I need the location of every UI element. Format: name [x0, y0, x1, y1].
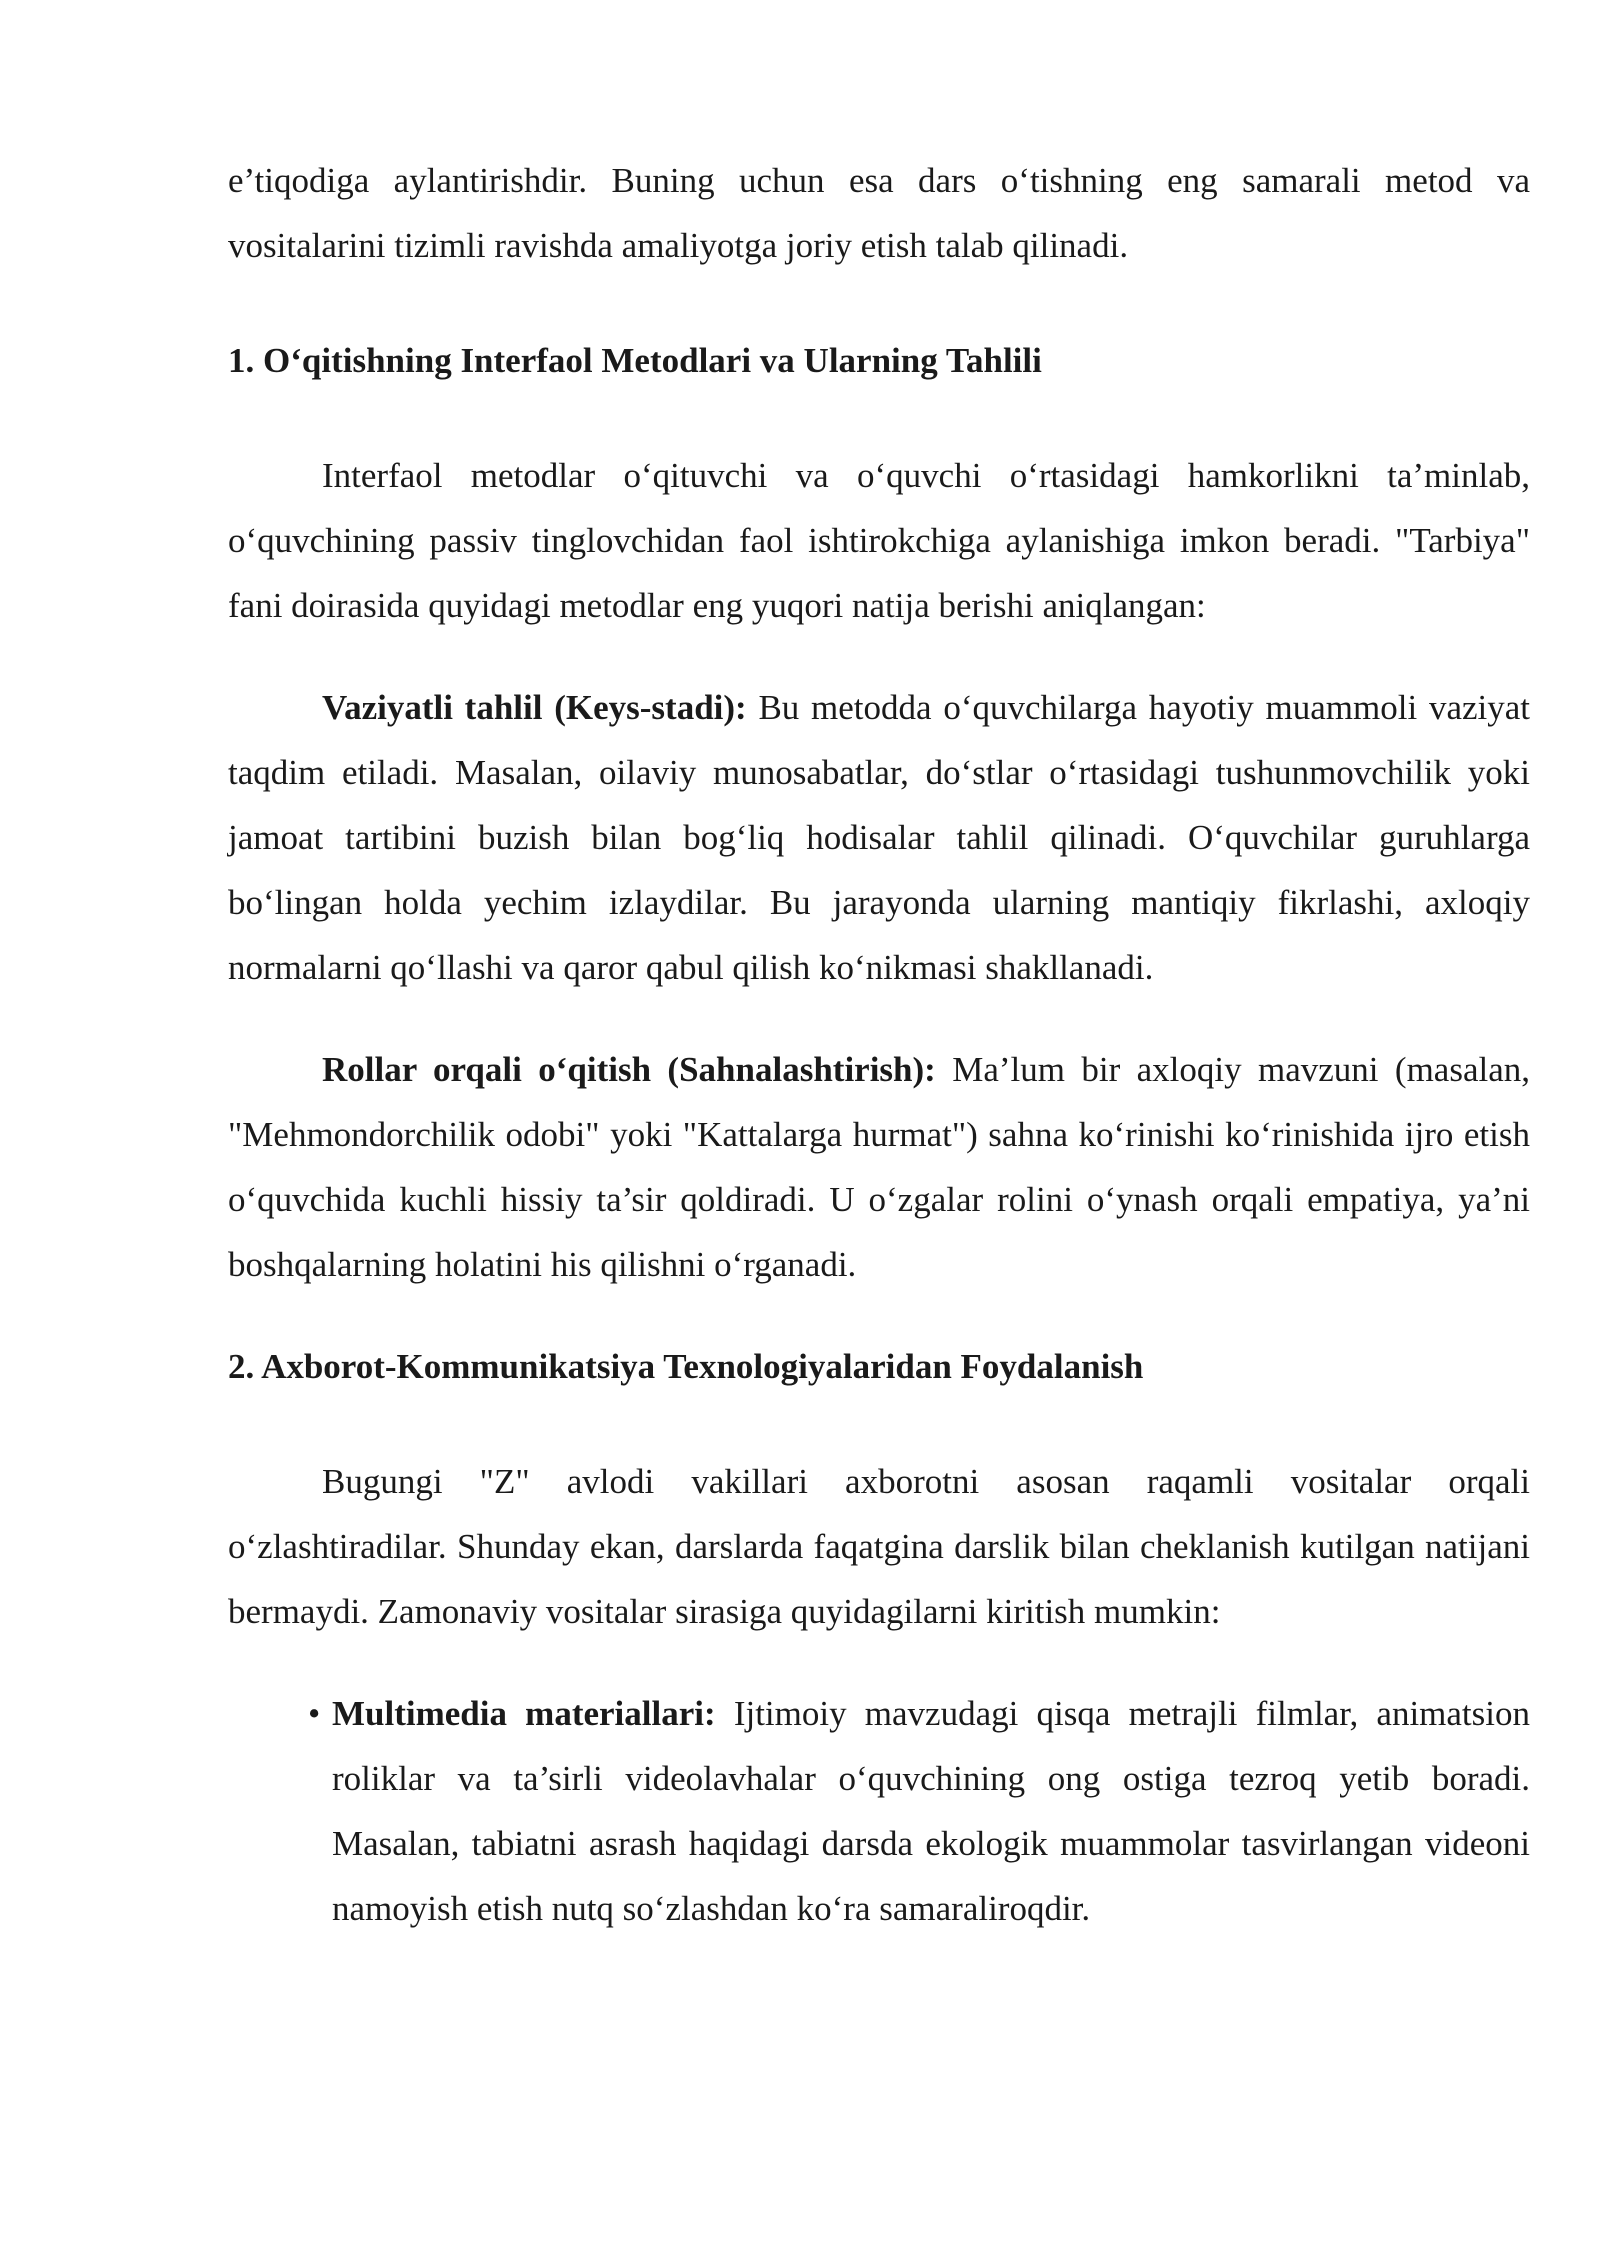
role-play-term: Rollar orqali o‘qitish (Sahnalashtirish): — [322, 1050, 936, 1089]
section-heading-2: 2. Axborot-Kommunikatsiya Texnologiyalaridan Foydalanish — [228, 1347, 1144, 1386]
intro-paragraph: e’tiqodiga aylantirishdir. Buning uchun esa dars o‘tishning eng samarali metod va vositalarini tizimli ravishda amaliyotga joriy etish talab qilinadi. — [228, 161, 1530, 265]
role-play-text: Ma’lum bir axloqiy mavzuni (masalan, "Mehmondorchilik odobi" yoki "Kattalarga hurmat") sahna ko‘rinishi ko‘rinishida ijro etish o‘quvchida kuchli hissiy ta’sir qoldiradi. U o‘zgalar rolini o‘ynash orqali empatiya, ya’ni boshqalarning holatini his qilishni o‘rganadi. — [228, 1050, 1530, 1284]
case-study-paragraph — [228, 675, 1530, 1000]
interactive-methods-paragraph: Interfaol metodlar o‘qituvchi va o‘quvchi o‘rtasidagi hamkorlikni ta’minlab, o‘quvchining passiv tinglovchidan faol ishtirokchiga aylanishiga imkon beradi. "Tarbiya" fani doirasida quyidagi metodlar eng yuqori natija berishi aniqlangan: — [228, 456, 1530, 625]
case-study-text: Bu metodda o‘quvchilarga hayotiy muammoli vaziyat taqdim etiladi. Masalan, oilaviy munosabatlar, do‘stlar o‘rtasidagi tushunmovchilik yoki jamoat tartibini buzish bilan bog‘liq hodisalar tahlil qilinadi. O‘quvchilar guruhlarga bo‘lingan holda yechim izlaydilar. Bu jarayonda ularning mantiqiy fikrlashi, axloqiy normalarni qo‘llashi va qaror qabul qilish ko‘nikmasi shakllanadi. — [228, 688, 1530, 987]
ict-paragraph: Bugungi "Z" avlodi vakillari axborotni asosan raqamli vositalar orqali o‘zlashtiradilar. Shunday ekan, darslarda faqatgina darslik bilan cheklanish kutilgan natijani bermaydi. Zamonaviy vositalar sirasiga quyidagilarni kiritish mumkin: — [228, 1462, 1530, 1631]
role-play-paragraph — [228, 1037, 1530, 1297]
list-item — [308, 1681, 1530, 1941]
multimedia-term: Multimedia materiallari: — [332, 1694, 716, 1733]
bullet-icon: • — [308, 1694, 321, 1733]
multimedia-text: Ijtimoiy mavzudagi qisqa metrajli filmlar, animatsion roliklar va ta’sirli videolavhalar o‘quvchining ong ostiga tezroq yetib boradi. Masalan, tabiatni asrash haqidagi darsda ekologik muammolar tasvirlangan videoni namoyish etish nutq so‘zlashdan ko‘ra samaraliroqdir. — [332, 1694, 1530, 1928]
case-study-term: Vaziyatli tahlil (Keys-stadi): — [322, 688, 747, 727]
document-page — [228, 148, 1530, 1941]
section-heading-1: 1. O‘qitishning Interfaol Metodlari va Ularning Tahlili — [228, 341, 1042, 380]
